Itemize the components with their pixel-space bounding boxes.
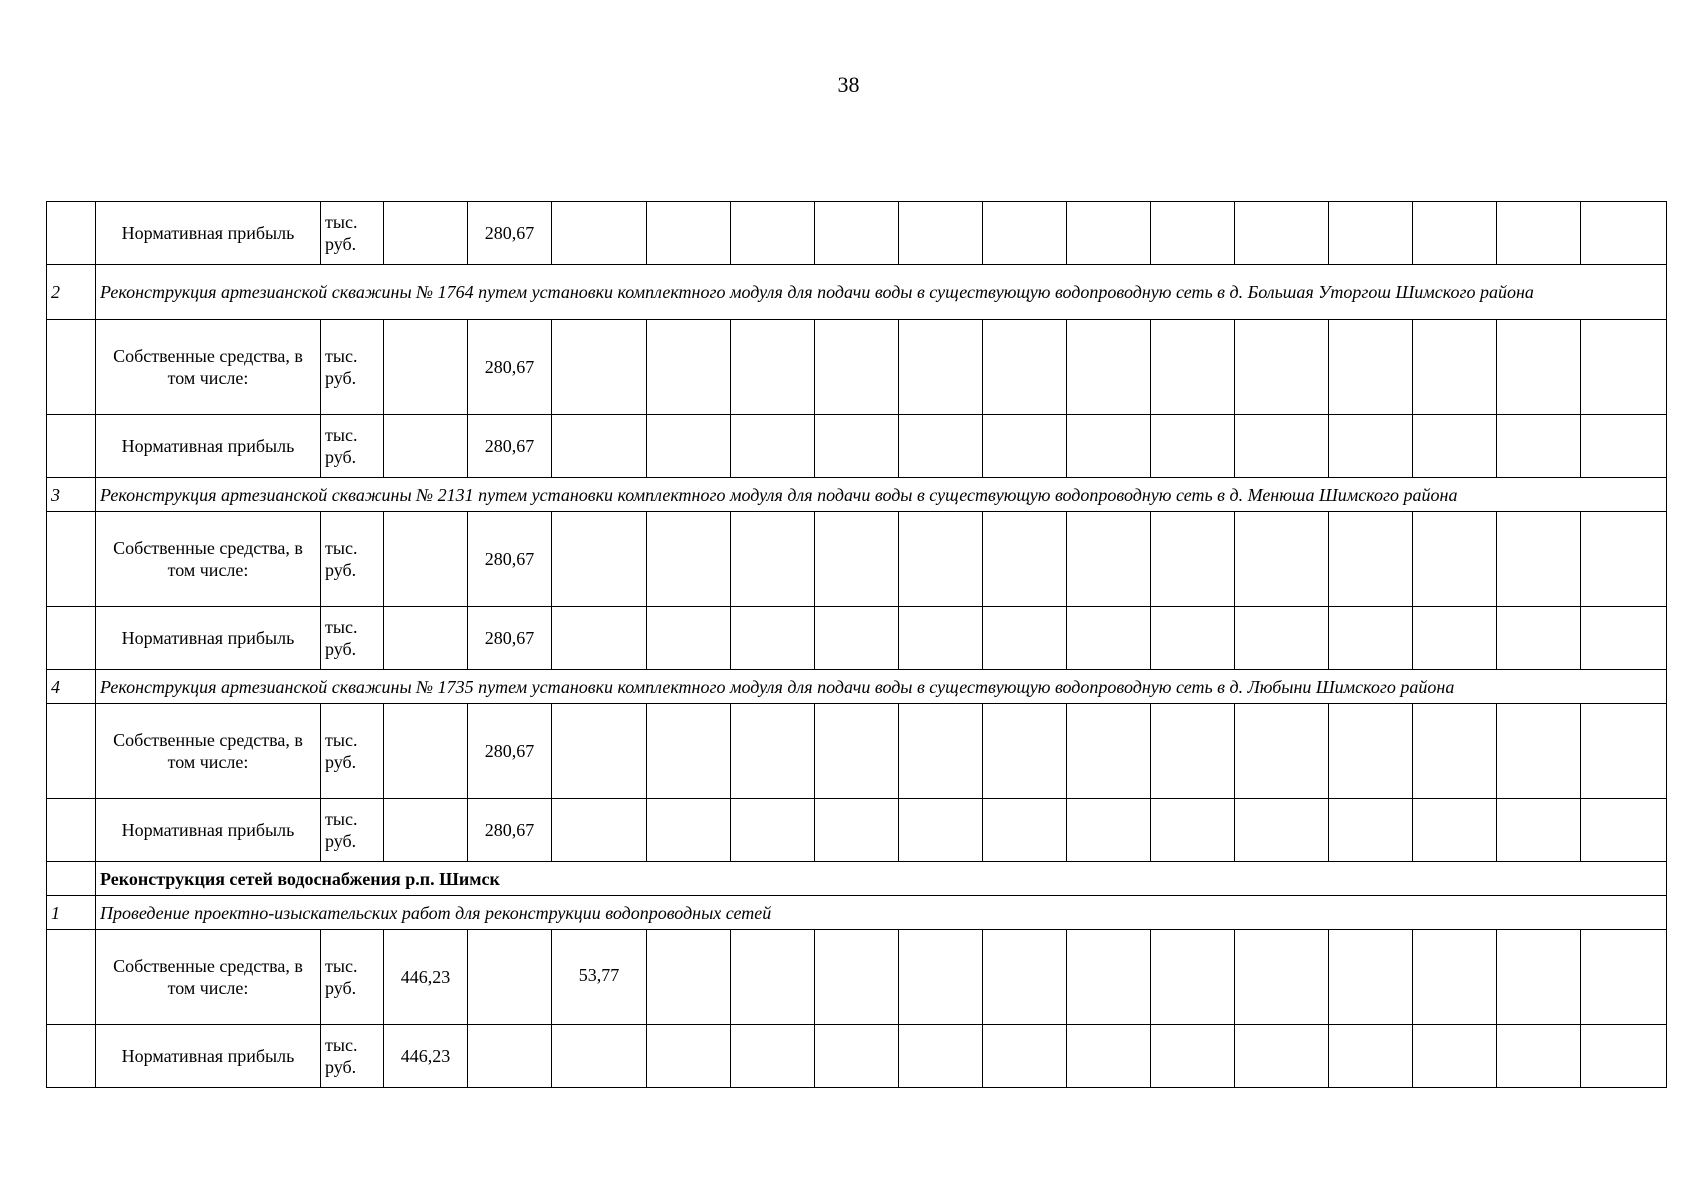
item-title-row <box>47 896 1667 930</box>
item-number: 1 <box>47 896 96 930</box>
unit-cell: тыс. руб. <box>321 607 384 670</box>
investment-table <box>46 201 1667 1088</box>
unit-cell: тыс. руб. <box>321 415 384 478</box>
value-cell: 280,67 <box>468 415 552 478</box>
table-row <box>47 1025 1667 1088</box>
item-title: Реконструкция артезианской скважины № 1764 путем установки комплектного модуля для подачи воды в существующую водопроводную сеть в д. Большая Уторгош Шимского района <box>96 265 1667 320</box>
value-cell: 280,67 <box>468 320 552 415</box>
table-row <box>47 930 1667 1025</box>
value-cell: 280,67 <box>468 704 552 799</box>
unit-cell: тыс. руб. <box>321 704 384 799</box>
item-title: Реконструкция артезианской скважины № 2131 путем установки комплектного модуля для подачи воды в существующую водопроводную сеть в д. Менюша Шимского района <box>96 478 1667 512</box>
section-title: Реконструкция сетей водоснабжения р.п. Шимск <box>96 862 1667 896</box>
row-label: Нормативная прибыль <box>96 415 321 478</box>
unit-cell: тыс. руб. <box>321 799 384 862</box>
unit-cell: тыс. руб. <box>321 512 384 607</box>
page-number: 38 <box>837 72 860 97</box>
row-label: Собственные средства, в том числе: <box>96 930 321 1025</box>
item-title: Проведение проектно-изыскательских работ для реконструкции водопроводных сетей <box>96 896 1667 930</box>
item-number: 2 <box>47 265 96 320</box>
item-title: Реконструкция артезианской скважины № 1735 путем установки комплектного модуля для подачи воды в существующую водопроводную сеть в д. Любыни Шимского района <box>96 670 1667 704</box>
table-row <box>47 799 1667 862</box>
section-row <box>47 862 1667 896</box>
row-label: Собственные средства, в том числе: <box>96 320 321 415</box>
row-label: Нормативная прибыль <box>96 1025 321 1088</box>
table-row <box>47 320 1667 415</box>
item-title-row <box>47 670 1667 704</box>
value-cell: 280,67 <box>468 512 552 607</box>
table-row <box>47 704 1667 799</box>
item-number: 4 <box>47 670 96 704</box>
table-row <box>47 512 1667 607</box>
item-number: 3 <box>47 478 96 512</box>
table-row <box>47 607 1667 670</box>
item-title-row <box>47 478 1667 512</box>
unit-cell: тыс. руб. <box>321 320 384 415</box>
table-row <box>47 202 1667 265</box>
value-cell: 446,23 <box>384 930 468 1025</box>
row-label: Нормативная прибыль <box>96 607 321 670</box>
unit-cell: тыс. руб. <box>321 1025 384 1088</box>
unit-cell: тыс. руб. <box>321 930 384 1025</box>
value-cell: 446,23 <box>384 1025 468 1088</box>
value-cell: 53,77 <box>552 930 647 1025</box>
row-label: Нормативная прибыль <box>96 799 321 862</box>
value-cell: 280,67 <box>468 607 552 670</box>
table-row <box>47 415 1667 478</box>
value-cell: 280,67 <box>468 799 552 862</box>
row-label: Собственные средства, в том числе: <box>96 512 321 607</box>
value-cell: 280,67 <box>468 202 552 265</box>
unit-cell: тыс. руб. <box>321 202 384 265</box>
row-label: Нормативная прибыль <box>96 202 321 265</box>
row-label: Собственные средства, в том числе: <box>96 704 321 799</box>
item-title-row <box>47 265 1667 320</box>
